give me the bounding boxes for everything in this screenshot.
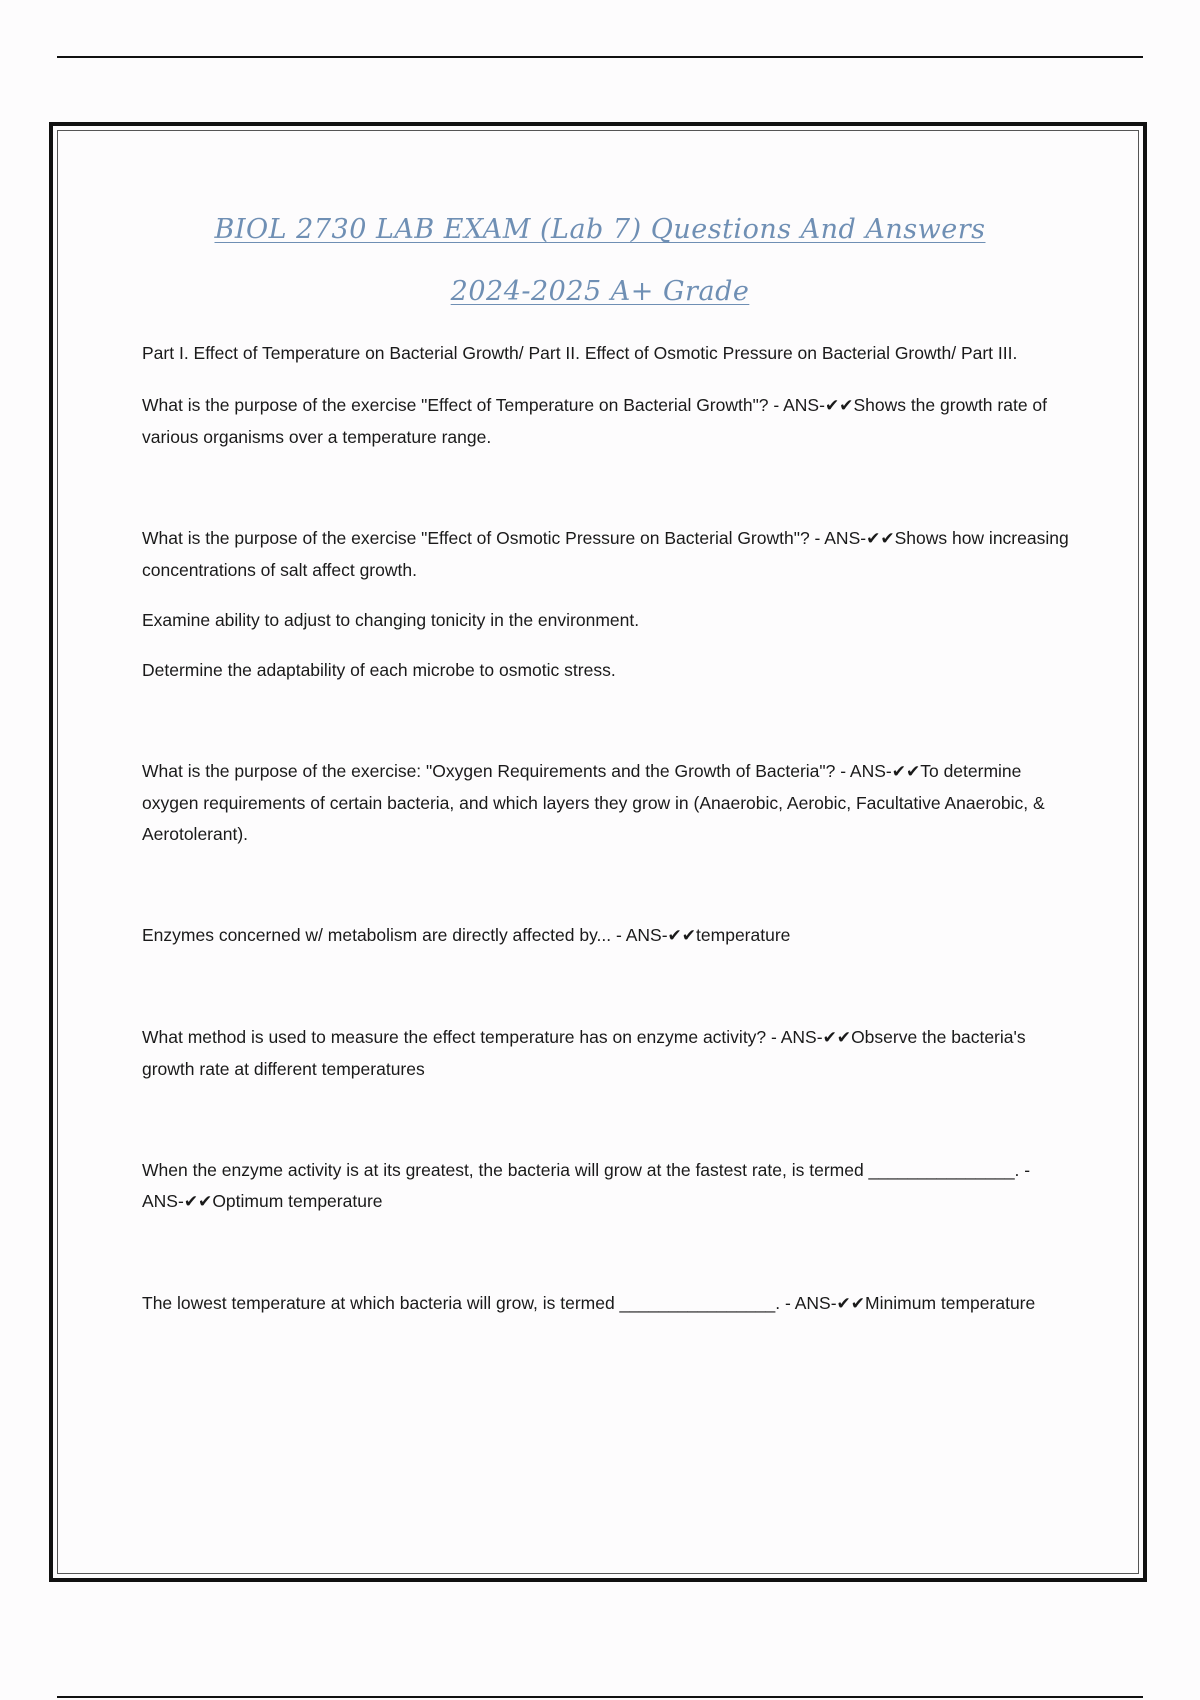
question-text: Enzymes concerned w/ metabolism are directly affected by... - ANS- — [142, 925, 668, 945]
qa-item-temperature-purpose — [142, 390, 1072, 453]
bottom-rule — [57, 1696, 1143, 1698]
qa-item-optimum-temperature — [142, 1155, 1072, 1218]
document-subtitle: 2024-2025 A+ Grade — [450, 276, 750, 307]
answer-text: Shows the growth rate of various organisms over a temperature range. — [142, 395, 1048, 447]
question-text: When the enzyme activity is at its greatest, the bacteria will grow at the fastest rate, is termed _______________. - ANS- — [142, 1160, 1031, 1211]
qa-item-enzyme-activity-method — [142, 1022, 1072, 1085]
qa-item-oxygen-purpose — [142, 756, 1072, 850]
question-text: The lowest temperature at which bacteria will grow, is termed ________________. - ANS- — [142, 1293, 837, 1313]
qa-item-enzymes — [142, 920, 1072, 952]
answer-continuation: Determine the adaptability of each microbe to osmotic stress. — [142, 660, 616, 680]
document-title: BIOL 2730 LAB EXAM (Lab 7) Questions And Answers — [214, 214, 986, 245]
answer-text: Shows how increasing concentrations of salt affect growth. — [142, 528, 1069, 580]
qa-item-minimum-temperature — [142, 1288, 1072, 1320]
answer-text: To determine oxygen requirements of certain bacteria, and which layers they grow in (Anaerobic, Aerobic, Facultative Anaerobic, & Aerotolerant). — [142, 761, 1045, 844]
checkmark-icon: ✔✔ — [824, 396, 854, 416]
document-body — [142, 338, 1072, 1320]
answer-text: Minimum temperature — [865, 1293, 1036, 1313]
qa-item-osmotic-purpose — [142, 523, 1072, 586]
checkmark-icon: ✔✔ — [667, 926, 697, 946]
question-text: What is the purpose of the exercise: "Oxygen Requirements and the Growth of Bacteria"? - ANS- — [142, 761, 892, 781]
intro-paragraph: Part I. Effect of Temperature on Bacterial Growth/ Part II. Effect of Osmotic Pressure on Bacterial Growth/ Part III. — [142, 343, 1018, 363]
answer-continuation: Examine ability to adjust to changing tonicity in the environment. — [142, 610, 640, 630]
top-rule — [57, 56, 1143, 58]
checkmark-icon: ✔✔ — [822, 1028, 852, 1048]
checkmark-icon: ✔✔ — [891, 762, 921, 782]
answer-text: temperature — [696, 925, 791, 945]
question-text: What method is used to measure the effect temperature has on enzyme activity? - ANS- — [142, 1027, 823, 1047]
answer-text: Observe the bacteria's growth rate at different temperatures — [142, 1027, 1026, 1079]
checkmark-icon: ✔✔ — [183, 1192, 213, 1212]
question-text: What is the purpose of the exercise "Effect of Osmotic Pressure on Bacterial Growth"? - ANS- — [142, 528, 867, 548]
question-text: What is the purpose of the exercise "Effect of Temperature on Bacterial Growth"? - ANS- — [142, 395, 825, 415]
checkmark-icon: ✔✔ — [836, 1294, 866, 1314]
answer-text: Optimum temperature — [212, 1191, 383, 1211]
checkmark-icon: ✔✔ — [866, 529, 895, 549]
